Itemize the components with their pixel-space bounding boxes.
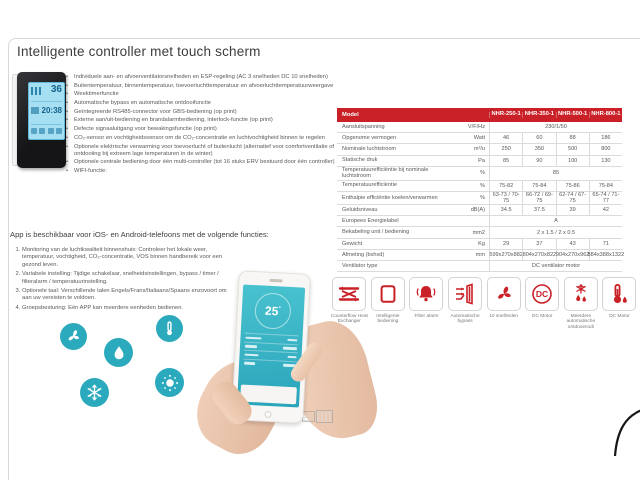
spec-row-value: 500 [556, 144, 589, 154]
feature-bullet-list [74, 74, 336, 177]
feature-item: • WIFI-functie: [74, 168, 336, 175]
feature-badge [523, 277, 562, 331]
feature-badge-label: Counterflow Heat Exchanger [330, 313, 368, 325]
spec-row-value: 62-74 / 67-75 [556, 192, 589, 204]
spec-row-value: 350 [522, 144, 555, 154]
spec-row-label: Afmeting (bxhxd) [342, 251, 385, 258]
spec-row-value: 904x270x962 [556, 250, 589, 260]
lcd-temperature: 36 [50, 84, 62, 95]
feature-item: • Automatische bypass en automatische ontdooifunctie [74, 100, 336, 107]
temperatuur-icon [602, 277, 636, 311]
decorative-corner-arc [600, 398, 640, 460]
feature-badge-row [330, 277, 639, 331]
intelligente-bediening-icon [371, 277, 405, 311]
spec-row-value: 42 [589, 205, 622, 215]
feature-badge-label: Meerdere automatische ontdooimodi [566, 313, 596, 331]
spec-row-label: Nominale luchtstroom [342, 146, 397, 153]
feature-badge [330, 277, 369, 331]
app-function-item: 1. Monitoring van de luchtkwaliteit binnenshuis: Controleer het lokale weer, temperatuur, vochtigheid, CO₂-concentratie, VOS binnen handbereik voor een gezond leven. [22, 247, 234, 269]
counterflow-heat-exchanger-icon [332, 277, 366, 311]
spec-row-value: 130 [589, 156, 622, 166]
spec-table-row [337, 261, 622, 272]
app-function-list [22, 247, 234, 314]
spec-row-value: 63-73 / 70-75 [489, 192, 522, 204]
spec-table-row [337, 192, 622, 205]
specification-table [337, 108, 625, 272]
spec-row-value: 186 [589, 133, 622, 143]
spec-row-unit: Pa [478, 157, 485, 164]
spec-table-row [337, 227, 622, 238]
spec-header-column: NHR-800-1 [589, 112, 622, 118]
spec-table-header [337, 108, 622, 122]
spec-row-value: 65-74 / 71-77 [589, 192, 622, 204]
spec-row-value: 37 [522, 239, 555, 249]
spec-row-value: 37.5 [522, 205, 555, 215]
lcd-touch-button [56, 128, 62, 134]
spec-row-value: 39 [556, 205, 589, 215]
spec-row-value: 75-82 [489, 181, 522, 191]
spec-row-label: Ventilator type [342, 262, 378, 269]
spec-table-row [337, 239, 622, 250]
spec-row-label: Bekabeling unit / bediening [342, 229, 410, 236]
spec-row-value: 884x388x1322 [589, 250, 622, 260]
controller-product-image [12, 72, 68, 169]
spec-table-row [337, 144, 622, 155]
feature-badge-label: Intelligente bediening [376, 313, 400, 325]
spec-row-value: 88 [556, 133, 589, 143]
lcd-touch-button [39, 128, 45, 134]
spec-row-shared-value: 230/1/50 [489, 122, 622, 132]
spec-table-row [337, 122, 622, 133]
spec-row-shared-value: 85 [489, 167, 622, 180]
feature-badge-label: Automatische bypass [450, 313, 480, 325]
spec-row-unit: m³/u [473, 146, 485, 153]
feature-item: • CO₂-sensor en vochtigheidssensor om de CO₂-concentratie en luchtvochtigheid binnen te regelen [74, 135, 336, 142]
controller-body [17, 72, 66, 168]
spec-row-shared-value: A [489, 216, 622, 226]
feature-item: • Defecte signaaluitgang voor bewakingsfunctie (op print) [74, 126, 336, 133]
spec-row-unit: dB(A) [470, 207, 485, 214]
spec-row-value: 75-84 [522, 181, 555, 191]
feature-badge [407, 277, 446, 331]
spec-row-value: 60 [522, 133, 555, 143]
fan-icon [60, 323, 87, 350]
spec-row-shared-value: DC ventilator motor [489, 261, 622, 271]
spec-header-column: NHR-350-1 [522, 112, 555, 118]
spec-row-value: 599x270x882 [489, 250, 522, 260]
spec-header-model: Model [342, 112, 359, 118]
snowflake-icon [80, 378, 109, 407]
spec-row-value: 90 [522, 156, 555, 166]
feature-item: • Geïntegreerde RS485-connector voor GBS-bediening (op print) [74, 109, 336, 116]
dc-motor-icon [525, 277, 559, 311]
feature-item: • Optionele centrale bediening door één multi-controller (tot 16 stuks ERV bestuurd door één controller) [74, 159, 336, 166]
spec-row-unit: % [480, 194, 485, 201]
spec-row-value: 804x270x822 [522, 250, 555, 260]
spec-row-label: Enthalpie efficiëntie koelen/verwarmen [342, 194, 438, 201]
spec-row-value: 100 [556, 156, 589, 166]
feature-badge [369, 277, 408, 331]
feature-item: • Weektimerfunctie [74, 91, 336, 98]
feature-item: • Optionele elektrische verwarming voor toevoerlucht of buitenlucht (alternatief voor comfortventilatie of ontdooiing bij extreem lage temperaturen in de winter) [74, 144, 336, 158]
water-drop-icon [104, 338, 133, 367]
lcd-time: 20:38 [41, 106, 62, 115]
ten-snelheden-icon [487, 277, 521, 311]
feature-badge [446, 277, 485, 331]
spec-row-label: Statische druk [342, 157, 378, 164]
app-bottom-card [240, 384, 297, 404]
manufacturer-logo-mark [302, 411, 333, 423]
app-function-item: 3. Optionele taal: Verschillende talen Engels/Frans/Italiaans/Spaans enzovoort om aan uw vereisten te voldoen. [22, 288, 234, 303]
spec-table-row [337, 133, 622, 144]
spec-table-row [337, 205, 622, 216]
feature-badge [562, 277, 601, 331]
spec-table-row [337, 181, 622, 192]
feature-badge-label: DC Motor [532, 313, 553, 319]
app-temperature-value: 25 [264, 303, 279, 319]
phone-speaker [269, 279, 282, 282]
spec-row-value: 43 [556, 239, 589, 249]
filter-alarm-icon [409, 277, 443, 311]
ontdooimodi-icon [564, 277, 598, 311]
spec-row-value: 29 [489, 239, 522, 249]
app-function-item: 2. Variabele instelling: Tijdige schakelaar, snelheidsinstellingen, bypass / timer / filteralarm / temperatuurinstelling. [22, 271, 234, 286]
sun-icon [155, 368, 184, 397]
feature-badge [600, 277, 639, 331]
spec-row-label: Temperatuurefficiëntie [342, 182, 397, 189]
feature-badge [484, 277, 523, 331]
spec-row-value: 75-84 [589, 181, 622, 191]
spec-row-label: Gewicht [342, 240, 363, 247]
app-function-item: 4. Groepsbesturing: Eén APP kan meerdere eenheden bedienen. [22, 305, 234, 312]
spec-row-unit: mm [475, 251, 485, 258]
app-temperature-unit: ° [278, 306, 282, 313]
feature-item: • Buitentemperatuur, binnentemperatuur, toevoerluchttemperatuur en afvoerluchttemperatuurweergave [74, 83, 336, 90]
page-title: Intelligente controller met touch scherm [17, 44, 261, 59]
feature-badge-label: Filter alarm [414, 313, 439, 319]
spec-row-unit: Watt [473, 135, 485, 142]
spec-table-row [337, 250, 625, 261]
lcd-mode-block [31, 107, 39, 114]
spec-row-label: Aansluitspanning [342, 123, 385, 130]
spec-table-row [337, 216, 622, 227]
spec-header-column: NHR-250-1 [489, 112, 522, 118]
spec-row-value: 250 [489, 144, 522, 154]
spec-row-label: Geluidsniveau [342, 206, 378, 213]
feature-badge-label: DC Motor [609, 313, 630, 319]
spec-row-unit [456, 261, 489, 271]
controller-lcd-screen [28, 82, 65, 140]
spec-row-label: Europees Energielabel [342, 218, 399, 225]
spec-row-unit [456, 216, 489, 226]
spec-row-value: 800 [589, 144, 622, 154]
spec-header-column: NHR-500-1 [556, 112, 589, 118]
lcd-touch-button [31, 128, 37, 134]
spec-row-unit: mm2 [472, 229, 485, 236]
spec-row-label: Temperatuurefficiëntie bij nominale luchtstroom [342, 166, 429, 180]
automatische-bypass-icon [448, 277, 482, 311]
app-temperature-dial [254, 292, 292, 330]
spec-row-value: 34.5 [489, 205, 522, 215]
lcd-touch-button [48, 128, 54, 134]
svg-text:DC: DC [536, 289, 549, 300]
feature-item: • Individuele aan- en afvoerventilatorsnelheden en ESP-regeling (AC 3 snelheden DC 10 snelheden) [74, 74, 336, 81]
spec-row-value: 85 [489, 156, 522, 166]
thermometer-icon [156, 315, 183, 342]
spec-row-unit: % [480, 170, 485, 177]
feature-item: • Externe aan/uit-bediening en brandalarmbediening, interlock-functie (op print) [74, 117, 336, 124]
spec-row-shared-value: 2 x 1.5 / 2 x 0.5 [489, 227, 622, 237]
spec-table-row [337, 167, 622, 181]
spec-row-unit: % [480, 182, 485, 189]
spec-row-label: Opgenome vermogen [342, 135, 397, 142]
phone-home-button [264, 411, 271, 418]
lcd-status-icons [31, 87, 43, 95]
spec-row-value: 66-72 / 69-75 [522, 192, 555, 204]
spec-row-value: 46 [489, 133, 522, 143]
spec-row-value: 71 [589, 239, 622, 249]
spec-table-row [337, 156, 622, 167]
feature-badge-label: 10 snelheden [489, 313, 519, 319]
app-intro-text: App is beschikbaar voor iOS- en Android-telefoons met de volgende functies: [10, 230, 269, 239]
spec-row-value: 75-86 [556, 181, 589, 191]
app-settings-rows [243, 333, 299, 370]
phone-app-screen [237, 284, 305, 407]
spec-row-unit: Kg [478, 240, 485, 247]
spec-row-unit: V/F/Hz [467, 124, 485, 131]
